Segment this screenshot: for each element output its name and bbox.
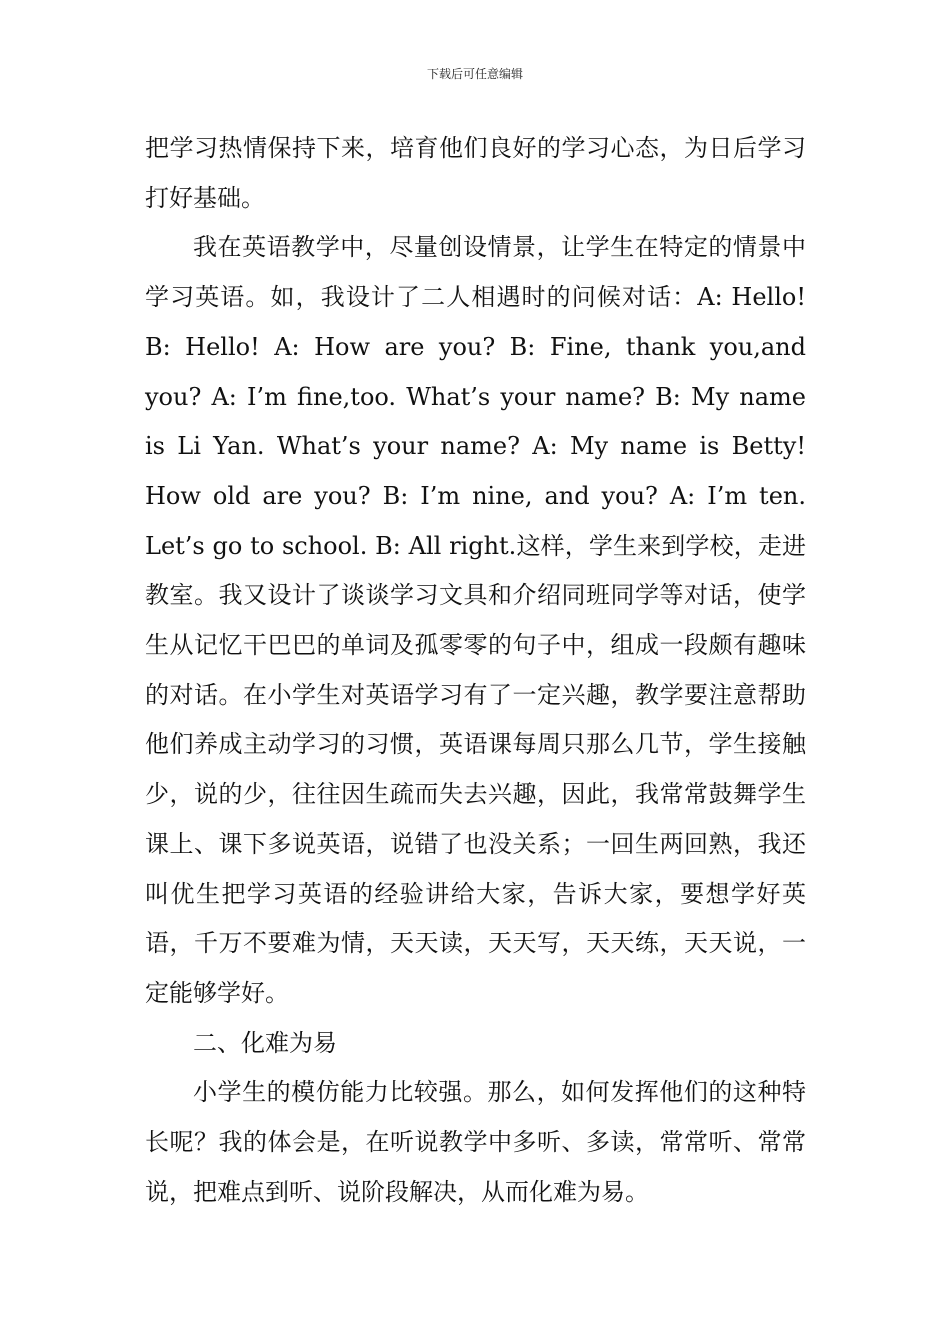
paragraph-continuation: 把学习热情保持下来，培育他们良好的学习心态，为日后学习打好基础。 (145, 134, 806, 212)
document-body (145, 124, 806, 1217)
page-header-note: 下载后可任意编辑 (426, 67, 523, 81)
paragraph-imitation: 小学生的模仿能力比较强。那么，如何发挥他们的这种特长呢？我的体会是，在听说教学中多听、多读，常常听、常常说，把难点到听、说阶段解决，从而化难为易。 (145, 1078, 806, 1206)
section-heading: 二、化难为易 (193, 1028, 337, 1057)
paragraph-dialogue-example: 我在英语教学中，尽量创设情景，让学生在特定的情景中学习英语。如，我设计了二人相遇时的问候对话：A: Hello! B: Hello! A: How are you? B: Fine, thank you,and you? A: I’m fine,too. What’s your name? B: My name is Li Yan. What’s your name? A: My name is Betty! How old are you? B: I’m nine, and you? A: I’m ten. Let’s go to school. B: All right.这样，学生来到学校，走进教室。我又设计了谈谈学习文具和介绍同班同学等对话，使学生从记忆干巴巴的单词及孤零零的句子中，组成一段颇有趣味的对话。在小学生对英语学习有了一定兴趣，教学要注意帮助他们养成主动学习的习惯，英语课每周只那么几节，学生接触少，说的少，往往因生疏而失去兴趣，因此，我常常鼓舞学生课上、课下多说英语，说错了也没关系；一回生两回熟，我还叫优生把学习英语的经验讲给大家，告诉大家，要想学好英语，千万不要难为情，天天读，天天写，天天练，天天说，一定能够学好。 (145, 233, 806, 1007)
